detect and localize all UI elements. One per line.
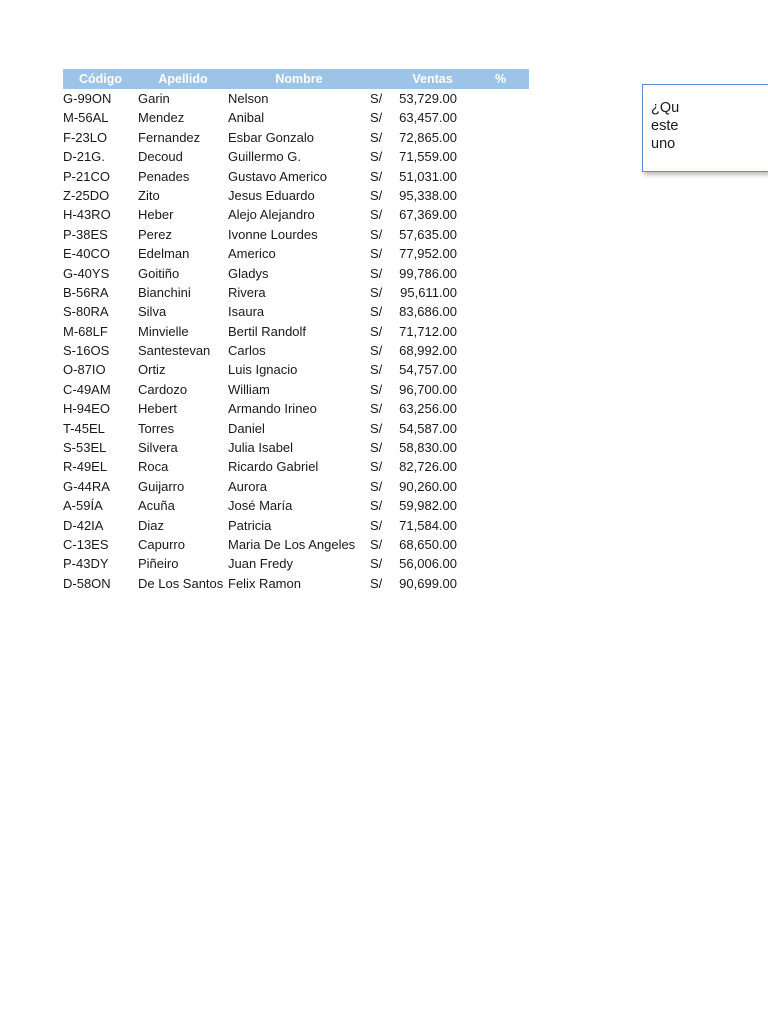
cell-currency[interactable]: S/ (370, 187, 383, 203)
cell-codigo[interactable]: F-23LO (63, 129, 108, 145)
cell-nombre[interactable]: Bertil Randolf (228, 323, 307, 339)
cell-codigo[interactable]: S-80RA (63, 304, 109, 320)
cell-currency[interactable]: S/ (370, 110, 383, 126)
cell-codigo[interactable]: S-16OS (63, 343, 110, 359)
cell-percent[interactable] (457, 205, 529, 224)
cell-currency[interactable]: S/ (370, 265, 383, 281)
table-header-row (63, 69, 529, 89)
cell-percent[interactable] (457, 108, 529, 127)
cell-codigo[interactable]: B-56RA (63, 284, 109, 300)
cell-currency[interactable]: S/ (370, 381, 383, 397)
cell-currency[interactable]: S/ (370, 284, 383, 300)
cell-apellido[interactable]: Goitiño (138, 265, 180, 281)
table-row (63, 264, 529, 283)
cell-currency[interactable]: S/ (370, 536, 383, 552)
cell-ventas[interactable]: 99,786.00 (399, 265, 457, 281)
cell-currency[interactable]: S/ (370, 343, 383, 359)
table-row (63, 167, 529, 186)
cell-currency[interactable]: S/ (370, 575, 383, 591)
cell-percent[interactable] (457, 322, 529, 341)
table-row (63, 477, 529, 496)
cell-codigo[interactable]: G-99ON (63, 91, 112, 106)
cell-currency[interactable]: S/ (370, 149, 383, 165)
header-codigo[interactable]: Código (78, 72, 123, 86)
cell-percent[interactable] (457, 535, 529, 554)
cell-nombre[interactable]: Luis Ignacio (228, 362, 298, 378)
table-row (63, 147, 529, 166)
cell-percent[interactable] (457, 264, 529, 283)
cell-ventas[interactable]: 96,700.00 (399, 381, 457, 397)
cell-percent[interactable] (457, 477, 529, 496)
cell-ventas[interactable]: 56,006.00 (399, 556, 457, 572)
cell-ventas[interactable]: 68,650.00 (399, 536, 457, 552)
cell-percent[interactable] (457, 438, 529, 457)
cell-apellido[interactable]: Diaz (138, 517, 165, 533)
cell-nombre[interactable]: Esbar Gonzalo (228, 129, 314, 145)
table-row (63, 380, 529, 399)
cell-apellido[interactable]: Fernandez (138, 129, 201, 145)
cell-codigo[interactable]: D-42IA (63, 517, 104, 533)
table-body (63, 89, 529, 593)
cell-percent[interactable] (457, 186, 529, 205)
cell-percent[interactable] (457, 225, 529, 244)
cell-nombre[interactable]: Maria De Los Angeles (228, 536, 356, 552)
header-ventas[interactable]: Ventas (412, 72, 453, 86)
cell-ventas[interactable]: 90,260.00 (399, 478, 457, 494)
cell-ventas[interactable]: 77,952.00 (399, 246, 457, 262)
cell-ventas[interactable]: 71,584.00 (399, 517, 457, 533)
cell-ventas[interactable]: 63,457.00 (399, 110, 457, 126)
cell-codigo[interactable]: H-43RO (63, 207, 111, 223)
table-row (63, 535, 529, 554)
cell-apellido[interactable]: Ortiz (138, 362, 166, 378)
cell-ventas[interactable]: 54,587.00 (399, 420, 457, 436)
cell-ventas[interactable]: 51,031.00 (399, 168, 457, 184)
table-row (63, 302, 529, 321)
cell-percent[interactable] (457, 496, 529, 515)
cell-currency[interactable]: S/ (370, 323, 383, 339)
cell-codigo[interactable]: Z-25DO (63, 187, 110, 203)
cell-apellido[interactable]: Cardozo (138, 381, 188, 397)
cell-nombre[interactable]: Nelson (228, 91, 269, 106)
table-row (63, 554, 529, 573)
cell-nombre[interactable]: Jesus Eduardo (228, 187, 315, 203)
cell-percent[interactable] (457, 89, 529, 108)
cell-ventas[interactable]: 63,256.00 (399, 401, 457, 417)
cell-percent[interactable] (457, 574, 529, 593)
cell-apellido[interactable]: Silva (138, 304, 167, 320)
cell-apellido[interactable]: De Los Santos (138, 575, 224, 591)
cell-codigo[interactable]: E-40CO (63, 246, 110, 262)
cell-currency[interactable]: S/ (370, 556, 383, 572)
cell-nombre[interactable]: Armando Irineo (228, 401, 317, 417)
cell-codigo[interactable]: C-49AM (63, 381, 111, 397)
table-row (63, 516, 529, 535)
cell-currency[interactable]: S/ (370, 91, 383, 106)
cell-apellido[interactable]: Penades (138, 168, 190, 184)
cell-codigo[interactable]: D-21G. (63, 149, 105, 165)
cell-currency[interactable]: S/ (370, 129, 383, 145)
cell-ventas[interactable]: 82,726.00 (399, 459, 457, 475)
cell-percent[interactable] (457, 554, 529, 573)
cell-codigo[interactable]: R-49EL (63, 459, 108, 475)
cell-percent[interactable] (457, 419, 529, 438)
cell-currency[interactable]: S/ (370, 246, 383, 262)
cell-apellido[interactable]: Acuña (138, 498, 175, 514)
cell-ventas[interactable]: 53,729.00 (399, 91, 457, 106)
table-row (63, 186, 529, 205)
cell-apellido[interactable]: Silvera (138, 440, 178, 456)
question-textbox[interactable] (642, 84, 768, 172)
cell-currency[interactable]: S/ (370, 498, 383, 514)
cell-codigo[interactable]: T-45EL (63, 420, 105, 436)
cell-percent[interactable] (457, 302, 529, 321)
cell-nombre[interactable]: Juan Fredy (228, 556, 294, 572)
cell-apellido[interactable]: Minvielle (138, 323, 189, 339)
cell-percent[interactable] (457, 167, 529, 186)
cell-codigo[interactable]: O-87IO (63, 362, 106, 378)
cell-nombre[interactable]: Alejo Alejandro (228, 207, 315, 223)
cell-percent[interactable] (457, 128, 529, 147)
cell-ventas[interactable]: 95,338.00 (399, 187, 457, 203)
cell-currency[interactable]: S/ (370, 226, 383, 242)
header-nombre[interactable]: Nombre (275, 72, 323, 86)
table-row (63, 244, 529, 263)
cell-apellido[interactable]: Roca (138, 459, 169, 475)
cell-codigo[interactable]: P-43DY (63, 556, 109, 572)
cell-nombre[interactable]: Gustavo Americo (228, 168, 327, 184)
cell-codigo[interactable]: M-56AL (63, 110, 109, 126)
cell-currency[interactable]: S/ (370, 168, 383, 184)
table-row (63, 205, 529, 224)
cell-nombre[interactable]: Aurora (228, 478, 268, 494)
cell-apellido[interactable]: Hebert (138, 401, 178, 417)
cell-ventas[interactable]: 67,369.00 (399, 207, 457, 223)
cell-nombre[interactable]: Ricardo Gabriel (228, 459, 319, 475)
cell-currency[interactable]: S/ (370, 440, 383, 456)
cell-percent[interactable] (457, 399, 529, 418)
cell-nombre[interactable]: Julia Isabel (228, 440, 294, 456)
cell-ventas[interactable]: 58,830.00 (399, 440, 457, 456)
cell-percent[interactable] (457, 283, 529, 302)
table-row (63, 457, 529, 476)
cell-apellido[interactable]: Mendez (138, 110, 185, 126)
cell-codigo[interactable]: C-13ES (63, 536, 109, 552)
cell-nombre[interactable]: Americo (228, 246, 276, 262)
cell-apellido[interactable]: Decoud (138, 149, 183, 165)
cell-nombre[interactable]: William (228, 381, 270, 397)
cell-nombre[interactable]: Ivonne Lourdes (228, 226, 318, 242)
cell-nombre[interactable]: Anibal (228, 110, 265, 126)
table-row (63, 574, 529, 593)
cell-nombre[interactable]: Daniel (228, 420, 265, 436)
cell-apellido[interactable]: Capurro (138, 536, 185, 552)
cell-apellido[interactable]: Piñeiro (138, 556, 179, 572)
cell-percent[interactable] (457, 380, 529, 399)
cell-apellido[interactable]: Bianchini (138, 284, 191, 300)
cell-nombre[interactable]: Rivera (228, 284, 266, 300)
table-row (63, 283, 529, 302)
sales-table (63, 69, 529, 593)
table-row (63, 108, 529, 127)
cell-nombre[interactable]: Guillermo G. (228, 149, 301, 165)
cell-apellido[interactable]: Guijarro (138, 478, 185, 494)
cell-apellido[interactable]: Garin (138, 91, 170, 106)
cell-apellido[interactable]: Santestevan (138, 343, 211, 359)
cell-percent[interactable] (457, 244, 529, 263)
cell-currency[interactable]: S/ (370, 478, 383, 494)
cell-ventas[interactable]: 68,992.00 (399, 343, 457, 359)
cell-ventas[interactable]: 83,686.00 (399, 304, 457, 320)
cell-apellido[interactable]: Perez (138, 226, 172, 242)
question-text: ¿Qu este uno (651, 100, 680, 152)
cell-percent[interactable] (457, 457, 529, 476)
table-row (63, 496, 529, 515)
cell-codigo[interactable]: D-58ON (63, 575, 111, 591)
cell-codigo[interactable]: G-40YS (63, 265, 110, 281)
table-row (63, 399, 529, 418)
cell-codigo[interactable]: A-59ÍA (63, 498, 103, 514)
cell-currency[interactable]: S/ (370, 362, 383, 378)
cell-ventas[interactable]: 71,559.00 (399, 149, 457, 165)
cell-currency[interactable]: S/ (370, 207, 383, 223)
cell-nombre[interactable]: José María (228, 498, 293, 514)
table-row (63, 225, 529, 244)
cell-nombre[interactable]: Gladys (228, 265, 269, 281)
cell-codigo[interactable]: G-44RA (63, 478, 110, 494)
cell-currency[interactable]: S/ (370, 304, 383, 320)
cell-apellido[interactable]: Heber (138, 207, 174, 223)
cell-nombre[interactable]: Felix Ramon (228, 575, 301, 591)
cell-codigo[interactable]: P-38ES (63, 226, 108, 242)
cell-currency[interactable]: S/ (370, 401, 383, 417)
cell-ventas[interactable]: 95,611.00 (400, 284, 457, 300)
cell-apellido[interactable]: Zito (138, 187, 160, 203)
cell-ventas[interactable]: 57,635.00 (399, 226, 457, 242)
table-row (63, 360, 529, 379)
cell-percent[interactable] (457, 341, 529, 360)
table-row (63, 89, 529, 108)
cell-ventas[interactable]: 54,757.00 (399, 362, 457, 378)
table-row (63, 438, 529, 457)
cell-ventas[interactable]: 71,712.00 (399, 323, 457, 339)
cell-nombre[interactable]: Carlos (228, 343, 266, 359)
header-percent[interactable]: % (495, 72, 507, 86)
cell-percent[interactable] (457, 147, 529, 166)
cell-currency[interactable]: S/ (370, 517, 383, 533)
cell-codigo[interactable]: S-53EL (63, 440, 107, 456)
cell-apellido[interactable]: Torres (138, 420, 175, 436)
cell-apellido[interactable]: Edelman (138, 246, 190, 262)
cell-ventas[interactable]: 59,982.00 (399, 498, 457, 514)
table-row (63, 419, 529, 438)
cell-ventas[interactable]: 90,699.00 (399, 575, 457, 591)
cell-percent[interactable] (457, 360, 529, 379)
table-row (63, 341, 529, 360)
cell-nombre[interactable]: Isaura (228, 304, 265, 320)
table-row (63, 128, 529, 147)
cell-percent[interactable] (457, 516, 529, 535)
cell-currency[interactable]: S/ (370, 459, 383, 475)
cell-codigo[interactable]: M-68LF (63, 323, 108, 339)
cell-currency[interactable]: S/ (370, 420, 383, 436)
cell-nombre[interactable]: Patricia (228, 517, 272, 533)
cell-ventas[interactable]: 72,865.00 (399, 129, 457, 145)
table-row (63, 322, 529, 341)
header-apellido[interactable]: Apellido (158, 72, 208, 86)
cell-codigo[interactable]: P-21CO (63, 168, 110, 184)
cell-codigo[interactable]: H-94EO (63, 401, 110, 417)
